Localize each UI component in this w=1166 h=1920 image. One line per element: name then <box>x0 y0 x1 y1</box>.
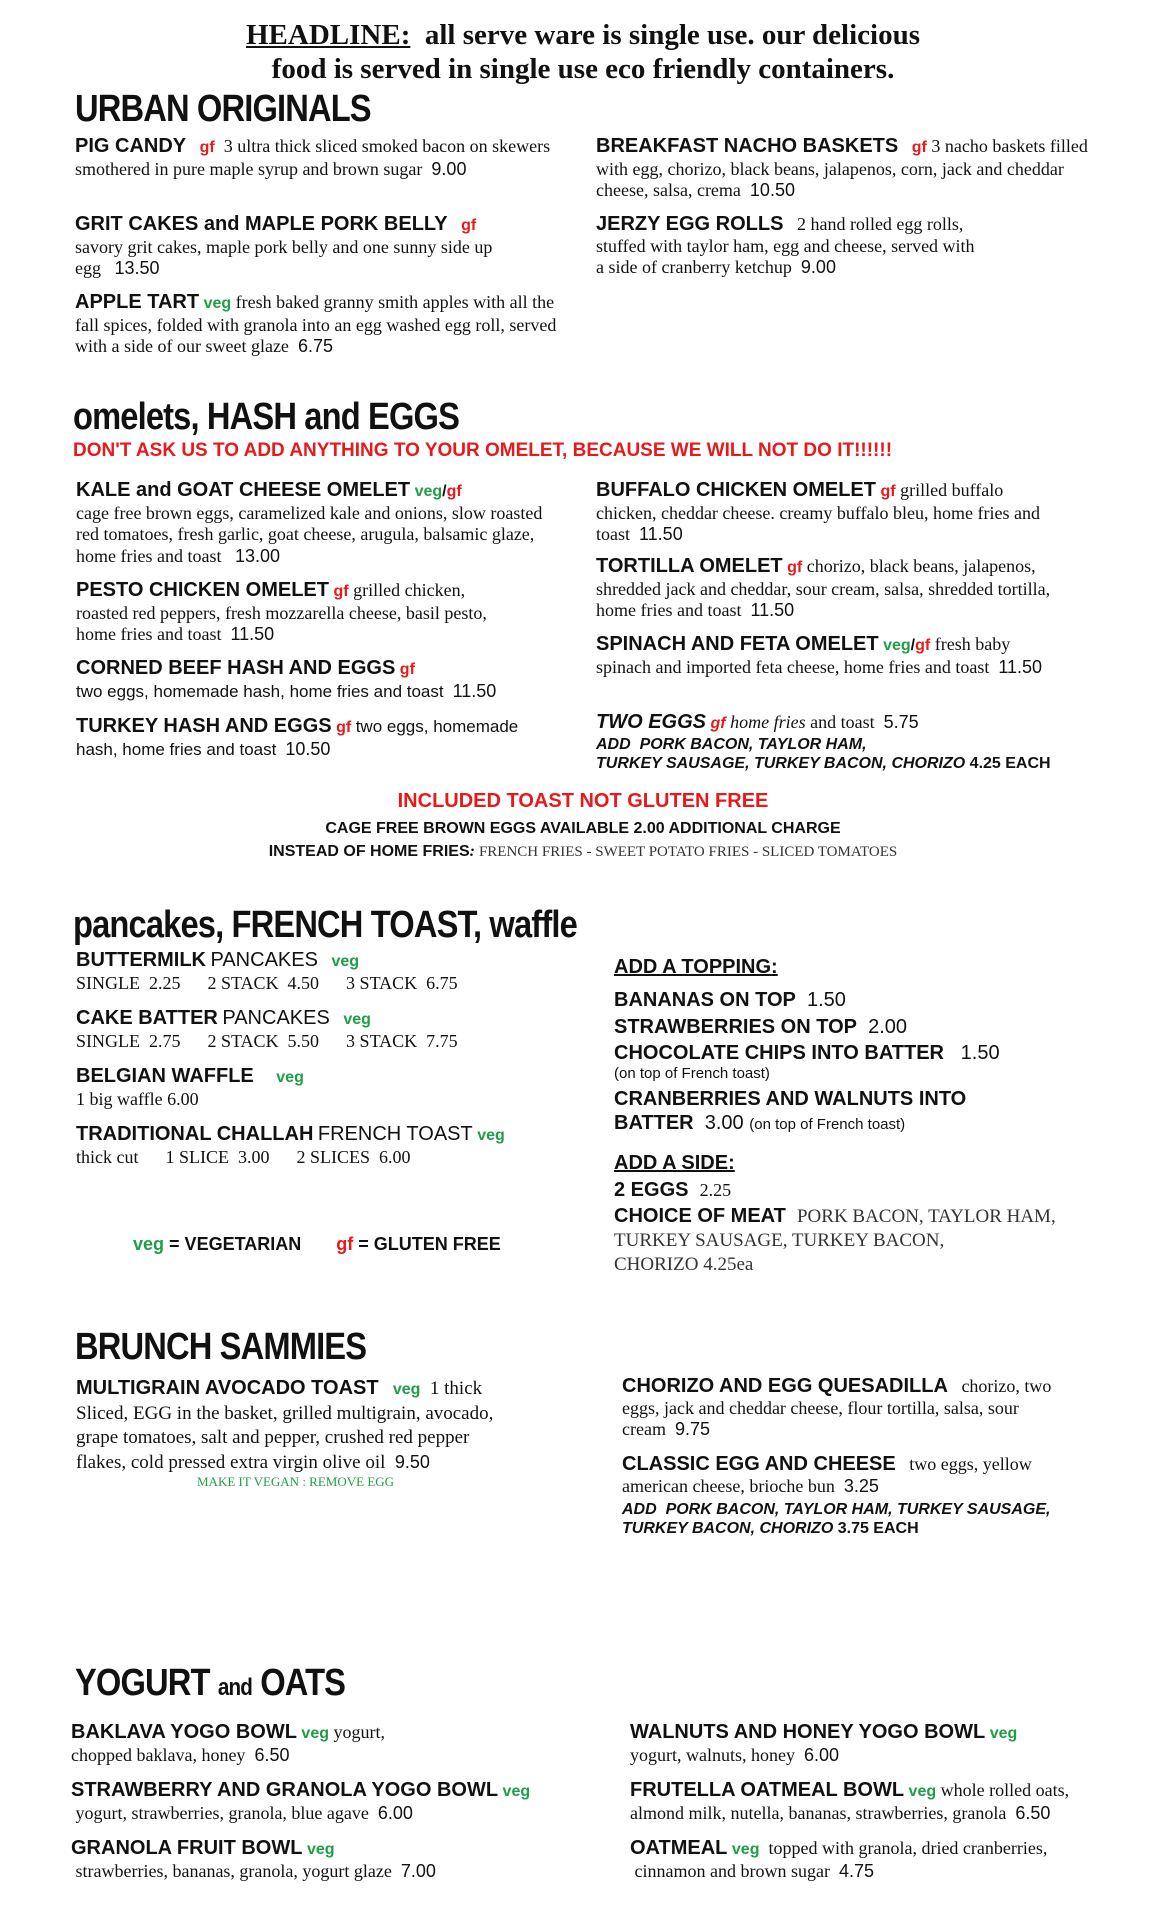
item-prices: 1 big waffle 6.00 <box>76 1088 199 1109</box>
veg-tag: veg <box>883 637 911 654</box>
veg-tag: veg <box>133 1234 165 1254</box>
veg-tag: veg <box>414 483 443 500</box>
item-price: 9.00 <box>431 158 467 179</box>
gf-tag: gf <box>446 483 462 500</box>
gf-tag: gf <box>915 637 931 654</box>
omelet-warning: DON'T ASK US TO ADD ANYTHING TO YOUR OMELET, BECAUSE WE WILL NOT DO IT!!!!!! <box>73 440 893 461</box>
menu-item <box>75 292 575 358</box>
side-desc: CHORIZO 4.25ea <box>614 1254 754 1275</box>
veg-tag: veg <box>343 1011 371 1028</box>
side-name: 2 EGGS <box>614 1179 689 1201</box>
veg-tag: veg <box>306 1841 335 1858</box>
item-desc: chopped baklava, honey <box>71 1744 246 1765</box>
topping-price: 2.00 <box>868 1016 908 1038</box>
note-value: FRENCH FRIES - SWEET POTATO FRIES - SLICED TOMATOES <box>478 844 898 860</box>
topping-list <box>614 954 1114 1137</box>
add-line: PORK BACON, TAYLOR HAM, TURKEY SAUSAGE, <box>665 1501 1051 1518</box>
add-price: 3.75 EACH <box>837 1520 919 1537</box>
item-name: TORTILLA OMELET <box>596 555 783 577</box>
veg-tag: veg <box>203 295 232 312</box>
item-price: 6.75 <box>297 336 333 356</box>
item-name: BUFFALO CHICKEN OMELET <box>596 479 876 501</box>
item-name: GRIT CAKES and MAPLE PORK BELLY <box>75 213 448 235</box>
section-title-urban: URBAN ORIGINALS <box>75 88 371 130</box>
gf-tag: gf <box>710 715 726 732</box>
title-part: OATS <box>260 1662 346 1704</box>
item-desc: yogurt, strawberries, granola, blue agave <box>75 1802 369 1823</box>
item-name: PIG CANDY <box>75 135 187 157</box>
veg-tag: veg <box>908 1783 937 1800</box>
topping-note: (on top of French toast) <box>614 1065 770 1082</box>
item-name: TURKEY HASH AND EGGS <box>76 715 332 737</box>
gf-tag: gf <box>399 661 415 678</box>
item-name: OATMEAL <box>630 1837 728 1859</box>
item-desc: yogurt, walnuts, honey <box>630 1744 795 1765</box>
item-desc: 2 hand rolled egg rolls, stuffed with taylor ham, egg and cheese, served with a side of cranberry ketchup <box>596 214 975 277</box>
item-price: 9.00 <box>800 257 836 277</box>
item-desc: grape tomatoes, salt and pepper, crushed red pepper <box>76 1427 470 1448</box>
section-title-pancakes: pancakes, FRENCH TOAST, waffle <box>73 904 577 946</box>
menu-item <box>76 716 556 760</box>
headline <box>0 18 1166 86</box>
gf-tag: gf <box>880 483 896 500</box>
menu-item <box>596 634 1046 678</box>
item-prices: SINGLE 2.75 2 STACK 5.50 3 STACK 7.75 <box>76 1030 458 1051</box>
toast-note: INCLUDED TOAST NOT GLUTEN FREE <box>397 790 769 812</box>
veg-tag: veg <box>989 1725 1018 1742</box>
item-name: JERZY EGG ROLLS <box>596 213 784 235</box>
item-price: 9.75 <box>674 1419 711 1439</box>
menu-item <box>630 1780 1150 1824</box>
veg-tag: veg <box>731 1841 760 1858</box>
side-list <box>614 1150 1134 1277</box>
item-name: FRUTELLA OATMEAL BOWL <box>630 1779 905 1801</box>
add-line: PORK BACON, TAYLOR HAM, <box>639 735 867 753</box>
side-price: 2.25 <box>699 1180 732 1200</box>
eggs-note: CAGE FREE BROWN EGGS AVAILABLE 2.00 ADDITIONAL CHARGE <box>325 820 841 837</box>
item-name: SPINACH AND FETA OMELET <box>596 633 879 655</box>
item-price: 11.50 <box>639 524 683 544</box>
legend-gf-text: = GLUTEN FREE <box>358 1234 501 1254</box>
item-desc: fresh baby spinach and imported feta cheese, home fries and toast <box>596 634 1011 677</box>
menu-item <box>76 1008 556 1052</box>
tag-separator: / <box>442 483 447 500</box>
menu-item <box>76 658 556 702</box>
add-label: ADD <box>596 735 631 753</box>
item-name: CORNED BEEF HASH AND EGGS <box>76 657 396 679</box>
item-desc: 3 nacho baskets filled with egg, chorizo, black beans, jalapenos, corn, jack and cheddar cheese, salsa, crema <box>596 136 1088 200</box>
item-price: 5.75 <box>883 712 919 732</box>
topping-name: BANANAS ON TOP <box>614 989 796 1011</box>
topping-name: BATTER <box>614 1112 694 1134</box>
menu-item <box>76 1376 576 1475</box>
topping-name: STRAWBERRIES ON TOP <box>614 1016 857 1038</box>
item-price: 13.00 <box>234 545 281 566</box>
item-name-light: PANCAKES <box>210 949 318 971</box>
vegan-note: MAKE IT VEGAN : REMOVE EGG <box>197 1474 395 1489</box>
add-ons <box>622 1500 1122 1538</box>
item-name: BAKLAVA YOGO BOWL <box>71 1721 297 1743</box>
note-colon: : <box>469 843 475 860</box>
gf-tag: gf <box>336 1234 354 1254</box>
item-name: CHORIZO AND EGG QUESADILLA <box>622 1375 948 1397</box>
item-desc: topped with granola, dried cranberries, <box>768 1838 1048 1858</box>
item-desc: almond milk, nutella, bananas, strawberries, granola <box>630 1802 1007 1823</box>
item-name: BUTTERMILK <box>76 949 206 971</box>
menu-item <box>630 1722 1150 1766</box>
item-desc: two eggs, homemade hash, home fries and toast <box>76 717 519 759</box>
section-title-yogurt <box>75 1662 345 1705</box>
item-desc: chorizo, black beans, jalapenos, shredded jack and cheddar, sour cream, salsa, shredded tortilla, home fries and toast <box>596 556 1051 620</box>
item-name: CLASSIC EGG AND CHEESE <box>622 1453 896 1475</box>
item-price: 3.25 <box>843 1475 879 1496</box>
menu-item <box>596 136 1096 202</box>
item-desc: 3 ultra thick sliced smoked bacon on skewers smothered in pure maple syrup and brown sugar <box>75 136 551 179</box>
item-desc: Sliced, EGG in the basket, grilled multigrain, avocado, <box>76 1403 494 1424</box>
menu-item <box>71 1838 591 1882</box>
legend-veg-text: = VEGETARIAN <box>169 1234 302 1254</box>
headline-line1: all serve ware is single use. our delicious <box>424 19 920 51</box>
item-prices: thick cut 1 SLICE 3.00 2 SLICES 6.00 <box>76 1146 411 1167</box>
topping-name: CRANBERRIES AND WALNUTS INTO <box>614 1088 967 1110</box>
item-price: 13.50 <box>114 258 160 278</box>
veg-tag: veg <box>392 1381 421 1398</box>
menu-item <box>71 1780 611 1824</box>
menu-item <box>596 480 1046 546</box>
side-desc: PORK BACON, TAYLOR HAM, <box>796 1206 1056 1227</box>
veg-tag: veg <box>276 1069 304 1086</box>
item-name: MULTIGRAIN AVOCADO TOAST <box>76 1377 379 1399</box>
item-name: WALNUTS AND HONEY YOGO BOWL <box>630 1721 986 1743</box>
add-line: TURKEY SAUSAGE, TURKEY BACON, CHORIZO <box>596 754 966 772</box>
menu-item <box>596 556 1086 622</box>
section-title-omelets: omelets, HASH and EGGS <box>73 396 460 438</box>
item-name: TRADITIONAL CHALLAH <box>76 1123 314 1145</box>
add-line: TURKEY BACON, CHORIZO <box>622 1520 834 1537</box>
menu-item <box>76 950 556 994</box>
item-desc: grilled chicken, roasted red peppers, fresh mozzarella cheese, basil pesto, home fries and toast <box>76 580 487 644</box>
item-price: 10.50 <box>749 180 795 200</box>
item-name: BELGIAN WAFFLE <box>76 1065 254 1087</box>
item-price: 6.00 <box>803 1744 840 1765</box>
item-name: APPLE TART <box>75 291 200 313</box>
topping-price: 1.50 <box>807 989 846 1011</box>
item-price: 6.00 <box>377 1802 413 1823</box>
item-desc: strawberries, bananas, granola, yogurt glaze <box>75 1860 392 1881</box>
gf-tag: gf <box>911 139 927 156</box>
add-price: 4.25 EACH <box>969 754 1051 772</box>
title-part: YOGURT <box>75 1662 210 1704</box>
menu-item <box>76 580 516 646</box>
add-label: ADD <box>622 1501 657 1518</box>
item-price: 9.50 <box>394 1452 430 1472</box>
item-desc: flakes, cold pressed extra virgin olive oil <box>76 1452 386 1473</box>
menu-item <box>630 1838 1150 1882</box>
menu-item <box>622 1376 1052 1441</box>
item-desc: two eggs, homemade hash, home fries and toast <box>76 681 444 701</box>
topping-price: 3.00 <box>704 1112 744 1134</box>
item-desc: cage free brown eggs, caramelized kale and onions, slow roasted red tomatoes, fresh garlic, goat cheese, arugula, balsamic glaze, home fries and toast <box>76 502 543 566</box>
menu-item <box>76 1066 556 1110</box>
item-desc: cinnamon and brown sugar <box>634 1860 830 1881</box>
item-price: 11.50 <box>998 656 1043 677</box>
note-label: INSTEAD OF HOME FRIES <box>268 843 470 860</box>
menu-item <box>596 214 976 279</box>
item-desc: yogurt, <box>333 1722 385 1742</box>
item-price: 11.50 <box>452 680 497 701</box>
item-desc: grilled buffalo chicken, cheddar cheese. creamy buffalo bleu, home fries and toast <box>596 480 1040 544</box>
item-name: KALE and GOAT CHEESE OMELET <box>76 479 411 501</box>
veg-tag: veg <box>477 1127 505 1144</box>
menu-item <box>596 712 1116 773</box>
menu-item <box>71 1722 591 1766</box>
item-name: PESTO CHICKEN OMELET <box>76 579 329 601</box>
gf-tag: gf <box>336 719 352 736</box>
item-price: 10.50 <box>285 738 331 759</box>
topping-title: ADD A TOPPING: <box>614 956 778 978</box>
menu-item <box>75 136 575 180</box>
topping-price: 1.50 <box>960 1042 1000 1064</box>
item-desc: 1 thick <box>429 1378 483 1399</box>
tag-separator: / <box>910 637 916 654</box>
item-price: 4.75 <box>838 1860 874 1881</box>
item-price: 6.50 <box>1015 1802 1051 1823</box>
item-name: TWO EGGS <box>596 711 706 733</box>
item-desc: and toast <box>810 712 875 732</box>
gf-tag: gf <box>333 583 349 600</box>
item-desc: chorizo, two eggs, jack and cheddar cheese, flour tortilla, salsa, sour cream <box>622 1376 1052 1439</box>
menu-item <box>76 480 546 567</box>
topping-note: (on top of French toast) <box>749 1116 906 1133</box>
item-desc: savory grit cakes, maple pork belly and one sunny side up egg <box>75 236 493 278</box>
add-ons <box>596 735 1116 773</box>
item-name: CAKE BATTER <box>76 1007 218 1029</box>
veg-tag: veg <box>502 1783 531 1800</box>
menu-item <box>622 1454 1042 1497</box>
section-title-sammies: BRUNCH SAMMIES <box>75 1326 367 1368</box>
item-price: 11.50 <box>750 600 795 620</box>
item-price: 6.50 <box>254 1744 290 1765</box>
gf-tag: gf <box>199 139 215 156</box>
side-name: CHOICE OF MEAT <box>614 1205 786 1227</box>
item-desc: fresh baked granny smith apples with all the fall spices, folded with granola into an egg washed egg roll, served with a side of our sweet glaze <box>75 292 557 356</box>
item-prices: SINGLE 2.25 2 STACK 4.50 3 STACK 6.75 <box>76 972 458 993</box>
gf-tag: gf <box>461 217 477 234</box>
menu-item <box>75 214 515 280</box>
home-fries-note <box>0 843 1166 861</box>
item-name: BREAKFAST NACHO BASKETS <box>596 135 899 157</box>
item-name-light: PANCAKES <box>222 1007 330 1029</box>
side-desc: TURKEY SAUSAGE, TURKEY BACON, <box>614 1230 945 1251</box>
topping-name: CHOCOLATE CHIPS INTO BATTER <box>614 1042 944 1064</box>
veg-tag: veg <box>331 953 360 970</box>
item-price: 7.00 <box>400 1860 436 1881</box>
item-name: GRANOLA FRUIT BOWL <box>71 1837 303 1859</box>
item-desc-italic: home fries <box>730 712 806 732</box>
item-name-light: FRENCH TOAST <box>317 1123 473 1145</box>
gf-tag: gf <box>787 559 803 576</box>
legend <box>133 1234 501 1255</box>
item-price: 11.50 <box>230 624 275 644</box>
headline-line2: food is served in single use eco friendly containers. <box>271 53 895 85</box>
title-part: and <box>217 1674 252 1701</box>
side-title: ADD A SIDE: <box>614 1152 735 1174</box>
veg-tag: veg <box>301 1725 329 1742</box>
item-desc: whole rolled oats, <box>940 1780 1070 1800</box>
headline-label: HEADLINE: <box>246 19 411 51</box>
item-desc: two eggs, yellow american cheese, brioche bun <box>622 1454 1032 1496</box>
item-name: STRAWBERRY AND GRANOLA YOGO BOWL <box>71 1779 499 1801</box>
menu-item <box>76 1124 576 1168</box>
